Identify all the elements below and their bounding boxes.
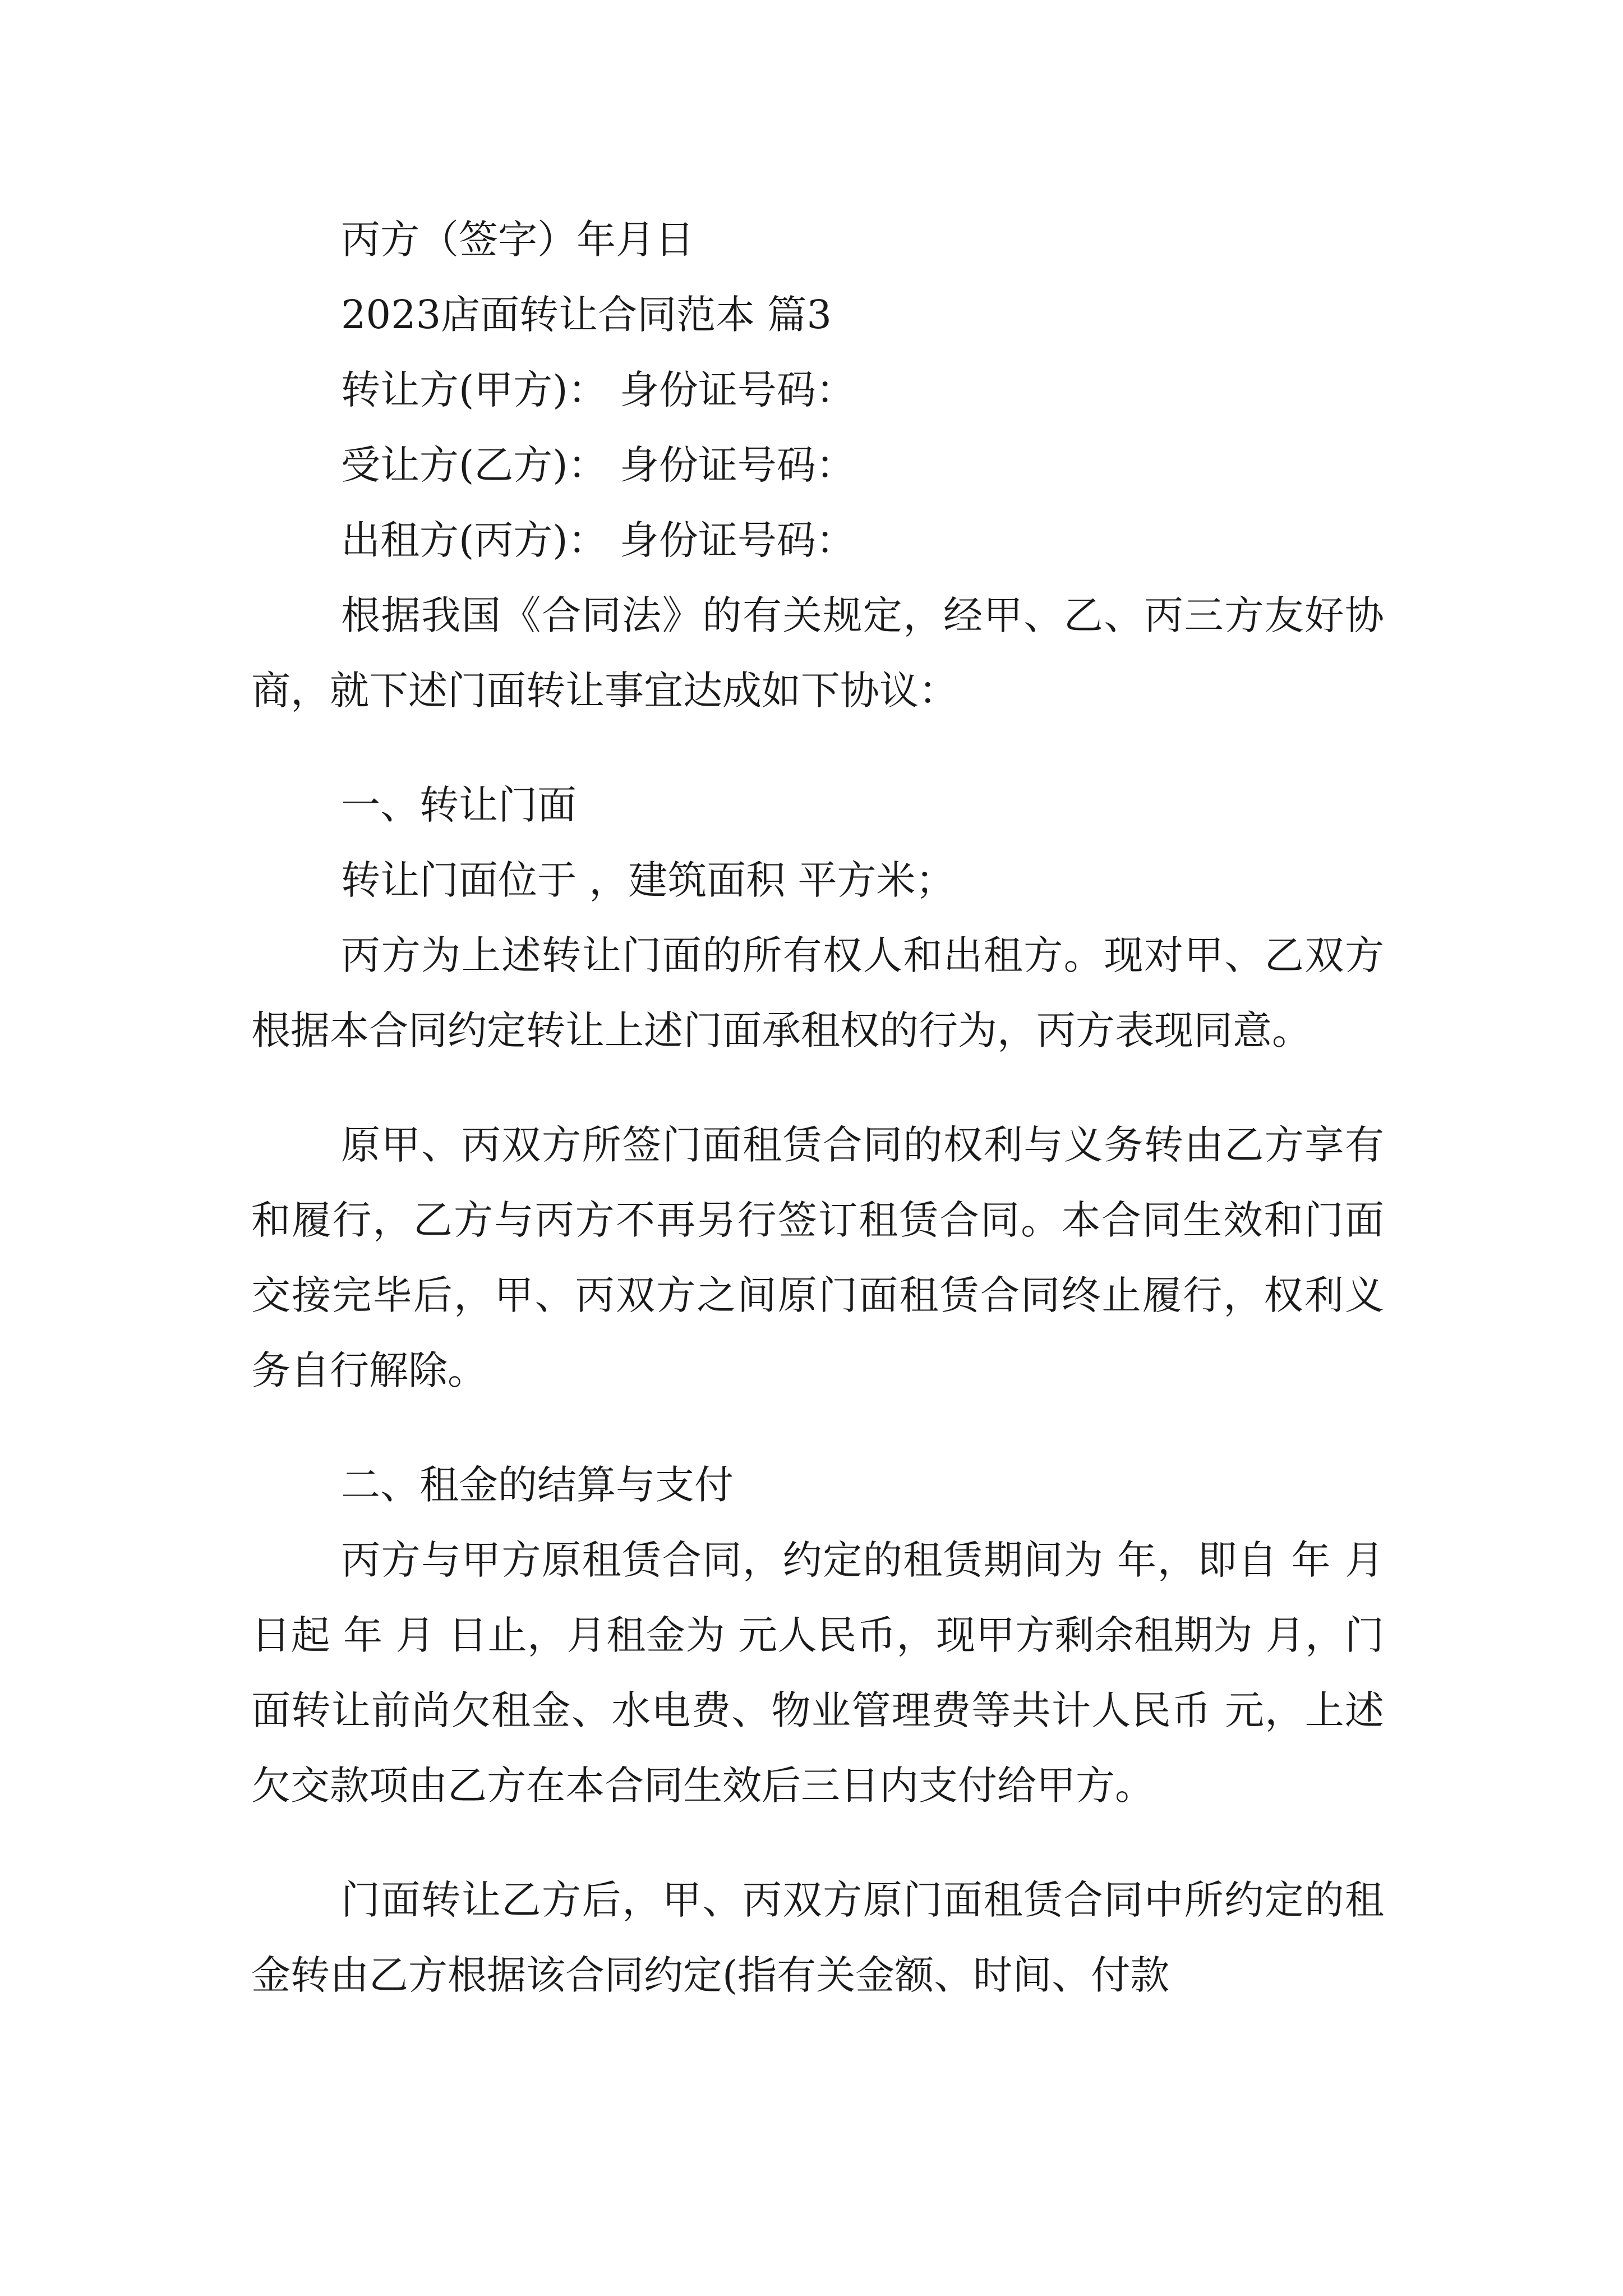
contract-title: 2023店面转让合同范本 篇3 — [341, 292, 832, 338]
section-2-heading: 二、租金的结算与支付 — [341, 1462, 734, 1508]
party-c-line: 出租方(丙方)： 身份证号码： — [341, 517, 855, 563]
section-1-heading: 一、转让门面 — [341, 782, 577, 828]
party-a-line: 转让方(甲方)： 身份证号码： — [341, 367, 855, 413]
section-2-rent-paragraph: 丙方与甲方原租赁合同，约定的租赁期间为 年，即自 年 月 日起 年 月 日止，月租金为 元人民币，现甲方剩余租期为 月，门面转让前尚欠租金、水电费、物业管理费等共计人民币 元，上述欠交款项由乙方在本合同生效后三日内支付给甲方。 — [251, 1537, 1384, 1809]
section-1-transfer-paragraph: 原甲、丙双方所签门面租赁合同的权利与义务转由乙方享有和履行，乙方与丙方不再另行签订租赁合同。本合同生效和门面交接完毕后，甲、丙双方之间原门面租赁合同终止履行，权利义务自行解除。 — [251, 1122, 1384, 1393]
section-2-after-paragraph: 门面转让乙方后，甲、丙双方原门面租赁合同中所约定的租金转由乙方根据该合同约定(指有关金额、时间、付款 — [251, 1877, 1384, 1998]
intro-paragraph: 根据我国《合同法》的有关规定，经甲、乙、丙三方友好协商，就下述门面转让事宜达成如下协议： — [251, 592, 1384, 714]
party-c-signature-line: 丙方（签字）年月日 — [341, 217, 694, 263]
document-body — [251, 202, 1384, 2052]
section-1-location: 转让门面位于 ，建筑面积 平方米； — [341, 857, 955, 903]
section-1-owner-paragraph: 丙方为上述转让门面的所有权人和出租方。现对甲、乙双方根据本合同约定转让上述门面承租权的行为，丙方表现同意。 — [251, 932, 1384, 1053]
party-b-line: 受让方(乙方)： 身份证号码： — [341, 442, 855, 488]
